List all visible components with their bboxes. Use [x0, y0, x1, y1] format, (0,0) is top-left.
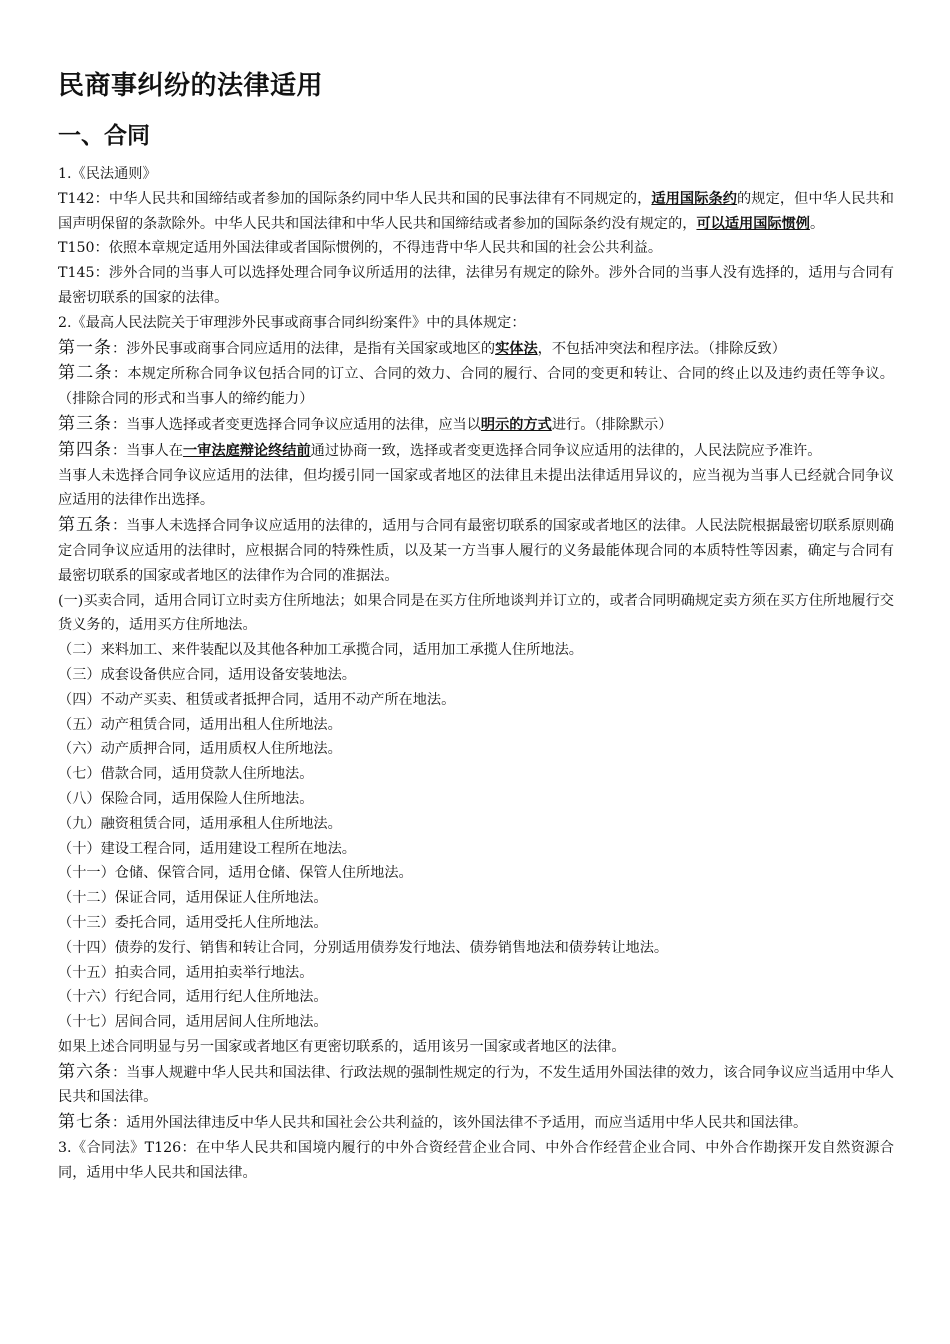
list-item: （十五）拍卖合同，适用拍卖举行地法。 [58, 964, 314, 981]
list-item: （十四）债券的发行、销售和转让合同，分别适用债券发行地法、债券销售地法和债券转让地法。 [58, 939, 669, 956]
article-2: 第二条：本规定所称合同争议包括合同的订立、合同的效力、合同的履行、合同的变更和转让、合同的终止以及违约责任等争议。（排除合同的形式和当事人的缔约能力） [58, 363, 894, 408]
article-4: 第四条：当事人在一审法庭辩论终结前通过协商一致，选择或者变更选择合同争议应适用的法律的，人民法院应予准许。 [58, 439, 822, 460]
list-item: （十一）仓储、保管合同，适用仓储、保管人住所地法。 [58, 865, 413, 882]
document-title: 民商事纠纷的法律适用 [58, 71, 324, 101]
article-t145: T145：涉外合同的当事人可以选择处理合同争议所适用的法律，法律另有规定的除外。涉外合同的当事人没有选择的，适用与合同有最密切联系的国家的法律。 [58, 265, 894, 306]
source-heading-2: 2.《最高人民法院关于审理涉外民事或商事合同纠纷案件》中的具体规定： [58, 314, 526, 331]
closer-connection-note: 如果上述合同明显与另一国家或者地区有更密切联系的，适用该另一国家或者地区的法律。 [58, 1038, 626, 1055]
article-1: 第一条：涉外民事或商事合同应适用的法律，是指有关国家或地区的实体法，不包括冲突法和程序法。（排除反致） [58, 337, 786, 358]
document-page [58, 66, 894, 1186]
article-t150: T150：依照本章规定适用外国法律或者国际惯例的，不得违背中华人民共和国的社会公共利益。 [58, 240, 663, 257]
emphasis-first-instance: 一审法庭辩论终结前 [182, 442, 311, 459]
section-heading: 一、合同 [58, 123, 150, 149]
article-6: 第六条：当事人规避中华人民共和国法律、行政法规的强制性规定的行为，不发生适用外国法律的效力，该合同争议应当适用中华人民共和国法律。 [58, 1061, 894, 1106]
article-4-paragraph-2: 当事人未选择合同争议应适用的法律，但均援引同一国家或者地区的法律且未提出法律适用异议的，应当视为当事人已经就合同争议应适用的法律作出选择。 [58, 467, 894, 509]
list-item: （二）来料加工、来件装配以及其他各种加工承揽合同，适用加工承揽人住所地法。 [58, 642, 583, 659]
list-item: （十）建设工程合同，适用建设工程所在地法。 [58, 840, 356, 857]
source-heading-3: 3.《合同法》T126：在中华人民共和国境内履行的中外合资经营企业合同、中外合作经营企业合同、中外合作勘探开发自然资源合同，适用中华人民共和国法律。 [58, 1140, 894, 1181]
list-item: （五）动产租赁合同，适用出租人住所地法。 [58, 716, 342, 733]
list-item: (一)买卖合同，适用合同订立时卖方住所地法；如果合同是在买方住所地谈判并订立的，或者合同明确规定卖方须在买方住所地履行交货义务的，适用买方住所地法。 [58, 592, 894, 634]
list-item: （十七）居间合同，适用居间人住所地法。 [58, 1014, 328, 1031]
emphasis-international-treaty: 适用国际条约 [651, 190, 738, 207]
list-item: （七）借款合同，适用贷款人住所地法。 [58, 766, 314, 783]
emphasis-substantive-law: 实体法 [495, 340, 538, 357]
list-item: （九）融资租赁合同，适用承租人住所地法。 [58, 815, 342, 832]
article-3: 第三条：当事人选择或者变更选择合同争议应适用的法律，应当以明示的方式进行。（排除默示） [58, 413, 673, 434]
list-item: （十二）保证合同，适用保证人住所地法。 [58, 890, 328, 907]
article-7: 第七条：适用外国法律违反中华人民共和国社会公共利益的，该外国法律不予适用，而应当适用中华人民共和国法律。 [58, 1112, 808, 1133]
list-item: （十三）委托合同，适用受托人住所地法。 [58, 914, 328, 931]
list-item: （八）保险合同，适用保险人住所地法。 [58, 790, 314, 807]
list-item: （六）动产质押合同，适用质权人住所地法。 [58, 741, 342, 758]
list-item: （三）成套设备供应合同，适用设备安装地法。 [58, 666, 356, 683]
article-t142: T142：中华人民共和国缔结或者参加的国际条约同中华人民共和国的民事法律有不同规定的，适用国际条约的规定，但中华人民共和国声明保留的条款除外。中华人民共和国法律和中华人民共和国缔结或者参加的国际条约没有规定的，可以适用国际惯例。 [58, 190, 894, 232]
list-item: （十六）行纪合同，适用行纪人住所地法。 [58, 989, 328, 1006]
article-5: 第五条：当事人未选择合同争议应适用的法律的，适用与合同有最密切联系的国家或者地区的法律。人民法院根据最密切联系原则确定合同争议应适用的法律时，应根据合同的特殊性质，以及某一方当事人履行的义务最能体现合同的本质特性等因素，确定与合同有最密切联系的国家或者地区的法律作为合同的准据法。 [58, 515, 894, 584]
source-heading-1: 1.《民法通则》 [58, 166, 157, 182]
emphasis-international-custom: 可以适用国际惯例 [696, 215, 810, 232]
emphasis-express-manner: 明示的方式 [480, 416, 552, 433]
list-item: （四）不动产买卖、租赁或者抵押合同，适用不动产所在地法。 [58, 691, 456, 708]
